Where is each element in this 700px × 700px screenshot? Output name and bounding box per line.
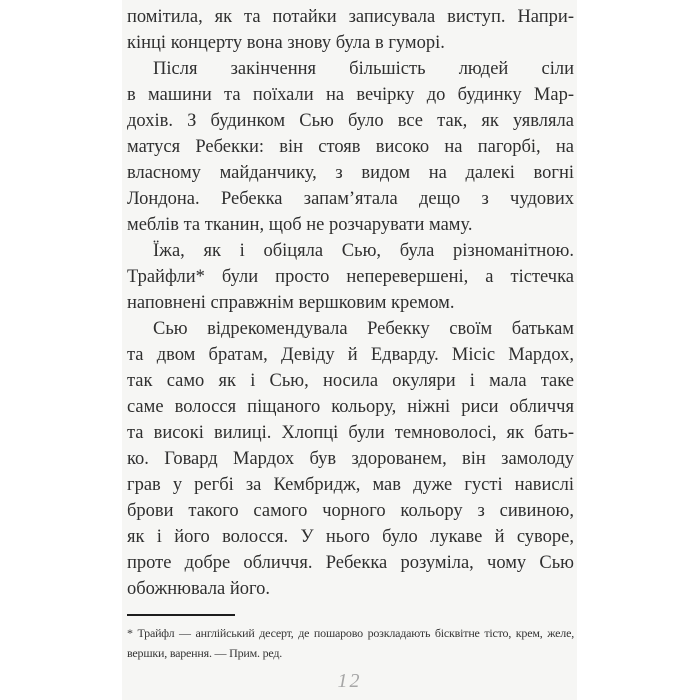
text-line: дохів. З будинком Сью було все так, як уявляла bbox=[127, 111, 574, 131]
text-line: грав у регбі за Кембридж, мав дуже густі навислі bbox=[127, 475, 574, 495]
footnote-separator bbox=[127, 614, 235, 616]
text-line: Після закінчення більшість людей сіли bbox=[153, 59, 574, 79]
paragraph bbox=[127, 238, 574, 316]
paragraph bbox=[127, 56, 574, 238]
paragraph bbox=[127, 4, 574, 56]
text-line: кінці концерту вона знову була в гуморі. bbox=[127, 33, 445, 53]
footnote bbox=[127, 623, 574, 663]
page-number: 12 bbox=[337, 670, 362, 692]
text-line: матуся Ребекки: він стояв високо на пагорбі, на bbox=[127, 137, 574, 157]
text-line: Сью відрекомендувала Ребекку своїм батькам bbox=[153, 319, 574, 339]
footnote-line: * Трайфл — англійський десерт, де пошарово розкладають бісквітне тісто, крем, желе, bbox=[127, 626, 574, 640]
text-line: як і його волосся. У нього було лукаве й суворе, bbox=[127, 527, 574, 547]
text-line: Трайфли* були просто неперевершені, а тістечка bbox=[127, 267, 574, 287]
paragraph bbox=[127, 316, 574, 602]
text-line: та двом братам, Девіду й Едварду. Місіс Мардох, bbox=[127, 345, 574, 365]
text-line: меблів та тканин, щоб не розчарувати маму. bbox=[127, 215, 473, 235]
text-line: Лондона. Ребекка запам’ятала дещо з чудових bbox=[127, 189, 574, 209]
footnote-line: вершки, варення. — Прим. ред. bbox=[127, 646, 283, 660]
text-line: проте добре обличчя. Ребекка розуміла, чому Сью bbox=[127, 553, 574, 573]
text-line: ко. Говард Мардох був здорованем, він замолоду bbox=[127, 449, 574, 469]
text-line: так само як і Сью, носила окуляри і мала таке bbox=[127, 371, 574, 391]
text-line: в машини та поїхали на вечірку до будинку Мар- bbox=[127, 85, 574, 105]
book-page bbox=[122, 0, 577, 700]
text-line: саме волосся піщаного кольору, ніжні риси обличчя bbox=[127, 397, 574, 417]
text-line: власному майданчику, з видом на далекі вогні bbox=[127, 163, 574, 183]
text-line: та високі вилиці. Хлопці були темноволосі, як бать- bbox=[127, 423, 574, 443]
main-text-column bbox=[127, 4, 574, 663]
text-line: Їжа, як і обіцяла Сью, була різноманітною. bbox=[153, 241, 574, 261]
text-line: обожнювала його. bbox=[127, 579, 271, 599]
text-line: наповнені справжнім вершковим кремом. bbox=[127, 293, 455, 313]
text-line: брови такого самого чорного кольору з сивиною, bbox=[127, 501, 574, 521]
text-line: помітила, як та потайки записувала виступ. Напри- bbox=[127, 7, 574, 27]
